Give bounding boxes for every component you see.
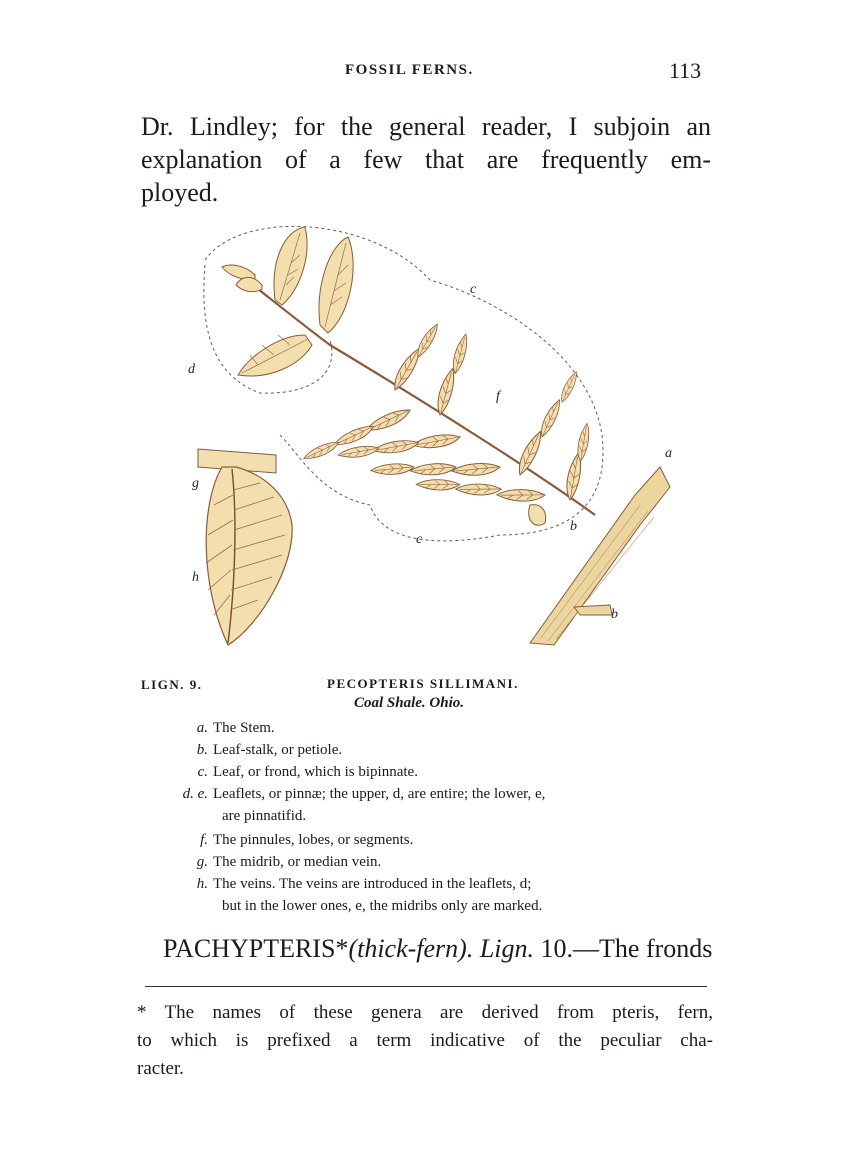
label-h: h (192, 570, 199, 585)
legend-item-continuation: but in the lower ones, e, the midribs only are marked. (222, 898, 543, 914)
legend-text: Leaf, or frond, which is bipinnate. (213, 764, 418, 780)
legend-item-continuation: are pinnatifid. (222, 808, 307, 824)
body-text-line: ployed. (141, 178, 219, 207)
figure-subtitle: Coal Shale. Ohio. (354, 695, 465, 711)
section-heading (163, 934, 712, 964)
fern-illustration (170, 205, 710, 655)
legend-item (160, 832, 413, 849)
legend-key: a. (196, 720, 208, 736)
figure-number: LIGN. 9. (141, 677, 203, 692)
legend-text: The veins. The veins are introduced in the leaflets, d; (213, 876, 532, 892)
body-text-line: explanation of a few that are frequently em- (141, 145, 711, 174)
label-f: f (496, 389, 500, 404)
legend-text: The midrib, or median vein. (213, 854, 382, 870)
legend-key: c. (197, 764, 208, 780)
page-number: 113 (669, 58, 702, 83)
detail-leaflet-g-h (198, 449, 292, 645)
legend-item (160, 742, 342, 759)
section-text: —The fronds (573, 934, 713, 963)
legend-key: f. (200, 832, 208, 848)
legend-item (160, 764, 418, 781)
label-c-upper: c (470, 282, 477, 297)
footnote-line: to which is prefixed a term indicative of the peculiar cha- (137, 1030, 713, 1051)
legend-key: d. e. (182, 786, 208, 802)
label-c-lower: c (416, 532, 423, 547)
body-text-line: Dr. Lindley; for the general reader, I subjoin an (141, 112, 711, 141)
legend-item (160, 854, 381, 871)
lower-leaflets-e (299, 321, 593, 525)
label-g: g (192, 476, 199, 491)
footnote-line: * The names of these genera are derived from pteris, fern, (137, 1002, 713, 1023)
legend-item (160, 786, 545, 803)
figure-ref: Lign. (479, 934, 535, 963)
label-a: a (665, 446, 672, 461)
stem-a (530, 467, 670, 645)
label-d: d (188, 362, 195, 377)
legend-text: The Stem. (213, 720, 275, 736)
footnote-divider (145, 986, 707, 987)
legend-text: Leaflets, or pinnæ; the upper, d, are entire; the lower, e, (213, 786, 546, 802)
frond-rachis (240, 275, 595, 515)
figure-title: PECOPTERIS SILLIMANI. (327, 676, 519, 691)
genus-gloss: (thick-fern). (348, 934, 474, 963)
legend-text: Leaf-stalk, or petiole. (213, 742, 343, 758)
label-b-lower: b (611, 607, 618, 622)
legend-key: b. (196, 742, 208, 758)
footnote-line: racter. (137, 1058, 184, 1079)
genus-name: PACHYPTERIS* (163, 934, 349, 963)
label-b-upper: b (570, 519, 577, 534)
upper-leaflets-d (222, 227, 353, 376)
legend-item (160, 876, 531, 893)
legend-item (160, 720, 275, 737)
legend-key: h. (196, 876, 208, 892)
legend-key: g. (196, 854, 208, 870)
legend-text: The pinnules, lobes, or segments. (213, 832, 414, 848)
running-title: FOSSIL FERNS. (345, 62, 474, 78)
figure-ref-number: 10. (540, 934, 574, 963)
